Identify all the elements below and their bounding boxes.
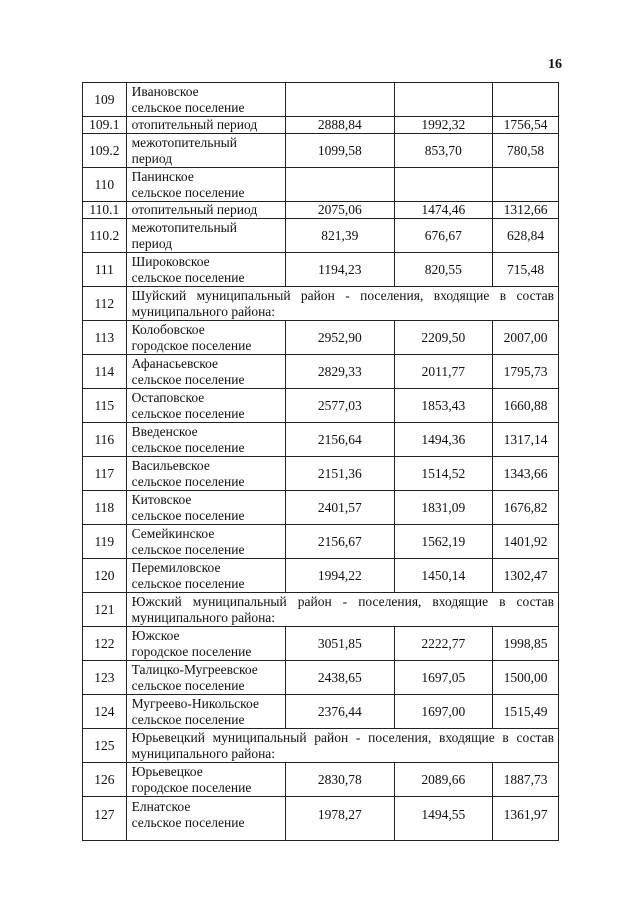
value-cell-2: 1474,46 (394, 202, 492, 219)
settlement-name (126, 525, 285, 559)
table-row (83, 253, 559, 287)
value-cell-1: 2151,36 (285, 457, 394, 491)
settlement-name-line2: период (131, 151, 173, 166)
value-cell-1: 2156,67 (285, 525, 394, 559)
settlement-name-line1: Афанасьевское (131, 356, 219, 371)
value-cell-1: 2577,03 (285, 389, 394, 423)
settlement-name (126, 457, 285, 491)
settlement-name (126, 83, 285, 117)
settlement-name-line2: сельское поселение (131, 542, 245, 557)
settlement-name (126, 389, 285, 423)
table-row (83, 627, 559, 661)
tariff-table (82, 82, 559, 841)
row-number: 123 (83, 661, 127, 695)
table-row (83, 593, 559, 627)
settlement-name-line2: сельское поселение (131, 406, 245, 421)
settlement-name (126, 695, 285, 729)
table-row (83, 491, 559, 525)
table-body (83, 83, 559, 841)
settlement-name-line1: Введенское (131, 424, 198, 439)
value-cell-3: 1343,66 (493, 457, 559, 491)
value-cell-3: 2007,00 (493, 321, 559, 355)
value-cell-2: 1831,09 (394, 491, 492, 525)
settlement-name-line2: сельское поселение (131, 100, 245, 115)
value-cell-3: 1887,73 (493, 763, 559, 797)
settlement-name-line2: сельское поселение (131, 185, 245, 200)
value-cell-2: 676,67 (394, 219, 492, 253)
value-cell-1: 2830,78 (285, 763, 394, 797)
settlement-name-line1: отопительный период (131, 202, 258, 217)
row-number: 110 (83, 168, 127, 202)
table-row (83, 559, 559, 593)
district-header: Шуйский муниципальный район - поселения, входящие в состав муниципального района: (126, 287, 558, 321)
settlement-name (126, 559, 285, 593)
row-number: 110.2 (83, 219, 127, 253)
value-cell-1: 1194,23 (285, 253, 394, 287)
value-cell-2: 1450,14 (394, 559, 492, 593)
settlement-name-line1: Васильевское (131, 458, 210, 473)
settlement-name-line2: сельское поселение (131, 270, 245, 285)
settlement-name-line2: сельское поселение (131, 576, 245, 591)
settlement-name-line1: Елнатское (131, 799, 191, 814)
table-row (83, 423, 559, 457)
value-cell-3 (493, 168, 559, 202)
value-cell-2: 1562,19 (394, 525, 492, 559)
settlement-name-line2: городское поселение (131, 338, 252, 353)
table-row (83, 389, 559, 423)
value-cell-1: 2376,44 (285, 695, 394, 729)
value-cell-2: 1697,05 (394, 661, 492, 695)
value-cell-3: 1361,97 (493, 797, 559, 841)
value-cell-1: 1099,58 (285, 134, 394, 168)
value-cell-1: 2952,90 (285, 321, 394, 355)
table-row (83, 457, 559, 491)
value-cell-3: 1500,00 (493, 661, 559, 695)
settlement-name (126, 219, 285, 253)
table-row (83, 525, 559, 559)
value-cell-2: 2011,77 (394, 355, 492, 389)
settlement-name-line1: Южское (131, 628, 180, 643)
value-cell-3: 1312,66 (493, 202, 559, 219)
value-cell-2 (394, 168, 492, 202)
settlement-name (126, 321, 285, 355)
district-header: Южский муниципальный район - поселения, входящие в состав муниципального района: (126, 593, 558, 627)
settlement-name-line2: городское поселение (131, 644, 252, 659)
value-cell-2: 1853,43 (394, 389, 492, 423)
settlement-name-line2: период (131, 236, 173, 251)
settlement-name-line1: Остаповское (131, 390, 205, 405)
settlement-name-line1: Широковское (131, 254, 210, 269)
settlement-name (126, 491, 285, 525)
settlement-name-line2: сельское поселение (131, 440, 245, 455)
row-number: 117 (83, 457, 127, 491)
row-number: 114 (83, 355, 127, 389)
value-cell-2: 853,70 (394, 134, 492, 168)
settlement-name (126, 423, 285, 457)
value-cell-1: 1978,27 (285, 797, 394, 841)
value-cell-1: 3051,85 (285, 627, 394, 661)
table-row (83, 729, 559, 763)
table-row (83, 763, 559, 797)
value-cell-2: 1514,52 (394, 457, 492, 491)
settlement-name-line2: сельское поселение (131, 474, 245, 489)
row-number: 110.1 (83, 202, 127, 219)
value-cell-3: 1302,47 (493, 559, 559, 593)
row-number: 109.2 (83, 134, 127, 168)
value-cell-3: 1795,73 (493, 355, 559, 389)
settlement-name (126, 763, 285, 797)
settlement-name-line2: сельское поселение (131, 712, 245, 727)
value-cell-2: 2222,77 (394, 627, 492, 661)
settlement-name-line1: Колобовское (131, 322, 205, 337)
settlement-name-line1: Перемиловское (131, 560, 221, 575)
value-cell-3: 1756,54 (493, 117, 559, 134)
value-cell-3: 1660,88 (493, 389, 559, 423)
value-cell-1 (285, 83, 394, 117)
table-row (83, 117, 559, 134)
table-row (83, 83, 559, 117)
settlement-name (126, 134, 285, 168)
settlement-name-line2: городское поселение (131, 780, 252, 795)
row-number: 119 (83, 525, 127, 559)
value-cell-1: 1994,22 (285, 559, 394, 593)
value-cell-1: 2888,84 (285, 117, 394, 134)
settlement-name-line1: межотопительный (131, 135, 237, 150)
settlement-name-line2: сельское поселение (131, 815, 245, 830)
table-row (83, 797, 559, 841)
value-cell-3: 1317,14 (493, 423, 559, 457)
settlement-name (126, 202, 285, 219)
value-cell-1: 821,39 (285, 219, 394, 253)
row-number: 122 (83, 627, 127, 661)
row-number: 115 (83, 389, 127, 423)
value-cell-3: 715,48 (493, 253, 559, 287)
settlement-name-line1: Ивановское (131, 84, 199, 99)
settlement-name-line1: Талицко-Мугреевское (131, 662, 258, 677)
settlement-name-line1: Панинское (131, 169, 194, 184)
table-row (83, 287, 559, 321)
value-cell-1: 2156,64 (285, 423, 394, 457)
settlement-name-line1: Мугреево-Никольское (131, 696, 259, 711)
value-cell-2: 2089,66 (394, 763, 492, 797)
settlement-name (126, 355, 285, 389)
row-number: 118 (83, 491, 127, 525)
value-cell-2: 820,55 (394, 253, 492, 287)
settlement-name (126, 168, 285, 202)
row-number: 109 (83, 83, 127, 117)
value-cell-1: 2401,57 (285, 491, 394, 525)
value-cell-3 (493, 83, 559, 117)
table-row (83, 355, 559, 389)
value-cell-3: 1401,92 (493, 525, 559, 559)
row-number: 126 (83, 763, 127, 797)
settlement-name (126, 117, 285, 134)
row-number: 121 (83, 593, 127, 627)
row-number: 112 (83, 287, 127, 321)
value-cell-3: 1998,85 (493, 627, 559, 661)
district-header: Юрьевецкий муниципальный район - поселения, входящие в состав муниципального района: (126, 729, 558, 763)
row-number: 109.1 (83, 117, 127, 134)
value-cell-1: 2829,33 (285, 355, 394, 389)
value-cell-2: 1697,00 (394, 695, 492, 729)
settlement-name-line1: Юрьевецкое (131, 764, 203, 779)
settlement-name-line1: Семейкинское (131, 526, 215, 541)
settlement-name (126, 627, 285, 661)
settlement-name-line1: отопительный период (131, 117, 258, 132)
row-number: 113 (83, 321, 127, 355)
row-number: 125 (83, 729, 127, 763)
settlement-name-line2: сельское поселение (131, 678, 245, 693)
table-row (83, 202, 559, 219)
settlement-name-line2: сельское поселение (131, 508, 245, 523)
value-cell-3: 1515,49 (493, 695, 559, 729)
table-row (83, 321, 559, 355)
table-row (83, 661, 559, 695)
row-number: 111 (83, 253, 127, 287)
settlement-name-line2: сельское поселение (131, 372, 245, 387)
settlement-name-line1: межотопительный (131, 220, 237, 235)
table-row (83, 219, 559, 253)
settlement-name (126, 253, 285, 287)
value-cell-2: 2209,50 (394, 321, 492, 355)
value-cell-3: 1676,82 (493, 491, 559, 525)
settlement-name (126, 661, 285, 695)
table-row (83, 695, 559, 729)
table-row (83, 168, 559, 202)
row-number: 124 (83, 695, 127, 729)
value-cell-3: 780,58 (493, 134, 559, 168)
value-cell-1: 2438,65 (285, 661, 394, 695)
value-cell-2: 1494,55 (394, 797, 492, 841)
value-cell-2: 1494,36 (394, 423, 492, 457)
value-cell-2: 1992,32 (394, 117, 492, 134)
settlement-name (126, 797, 285, 841)
settlement-name-line1: Китовское (131, 492, 192, 507)
value-cell-1: 2075,06 (285, 202, 394, 219)
value-cell-2 (394, 83, 492, 117)
row-number: 116 (83, 423, 127, 457)
page-number: 16 (548, 57, 562, 72)
value-cell-1 (285, 168, 394, 202)
row-number: 120 (83, 559, 127, 593)
table-row (83, 134, 559, 168)
row-number: 127 (83, 797, 127, 841)
value-cell-3: 628,84 (493, 219, 559, 253)
